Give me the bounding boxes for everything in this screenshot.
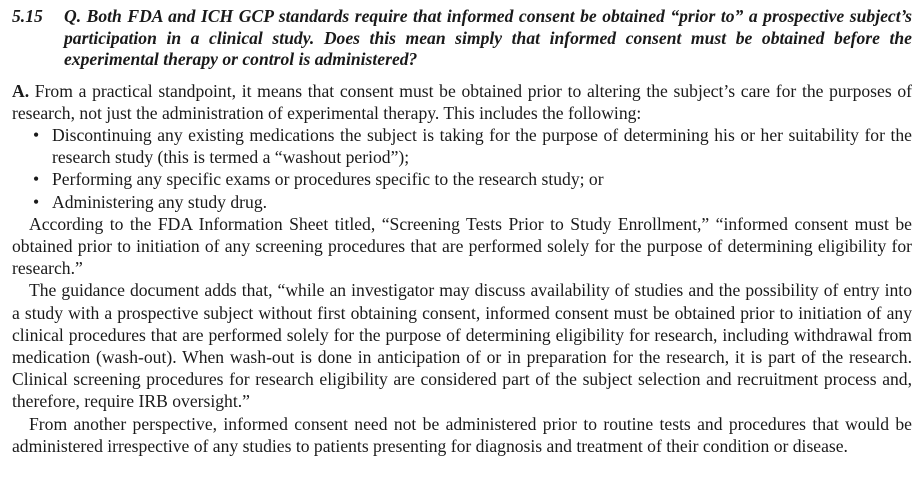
question-block <box>12 6 912 71</box>
list-item <box>12 124 912 168</box>
answer-block <box>12 80 912 457</box>
paragraph-fda-info-sheet: According to the FDA Information Sheet titled, “Screening Tests Prior to Study Enrollment,” “informed consent must be obtained prior to initiation of any screening procedures that are performed solely for the purpose of determining eligibility for research.” <box>12 213 912 279</box>
list-item <box>12 191 912 213</box>
answer-intro-text: From a practical standpoint, it means that consent must be obtained prior to altering the subject’s care for the purposes of research, not just the administration of experimental therapy. This includes the following: <box>12 80 912 123</box>
bullet-icon: • <box>33 124 40 145</box>
bullet-text: Administering any study drug. <box>52 191 268 212</box>
bullet-text: Discontinuing any existing medications the subject is taking for the purpose of determining his or her suitability for the research study (this is termed a “washout period”); <box>52 124 912 168</box>
bullet-icon: • <box>33 191 40 212</box>
answer-intro <box>12 80 912 124</box>
answer-label: A. <box>12 80 30 101</box>
bullet-text: Performing any specific exams or procedures specific to the research study; or <box>52 169 604 190</box>
bullet-icon: • <box>33 169 40 190</box>
question-number: 5.15 <box>12 6 43 26</box>
question-text: Q. Both FDA and ICH GCP standards require that informed consent be obtained “prior to” a prospective subject’s participation in a clinical study. Does this mean simply that informed consent must be obtained before the experimental therapy or control is administered? <box>64 6 912 69</box>
paragraph-another-perspective: From another perspective, informed consent need not be administered prior to routine tests and procedures that would be administered irrespective of any studies to patients presenting for diagnosis and treatment of their condition or disease. <box>12 413 912 456</box>
paragraph-guidance-document: The guidance document adds that, “while an investigator may discuss availability of studies and the possibility of entry into a study with a prospective subject without first obtaining consent, informed consent must be obtained prior to initiation of any clinical procedures that are performed solely for the purpose of determining eligibility for research, including withdrawal from medication (wash-out). When wash-out is done in anticipation of or in preparation for the research, it is part of the research. Clinical screening procedures for research eligibility are considered part of the subject selection and recruitment process and, therefore, require IRB oversight.” <box>12 280 912 412</box>
bullet-list <box>12 124 912 213</box>
list-item <box>12 168 912 190</box>
